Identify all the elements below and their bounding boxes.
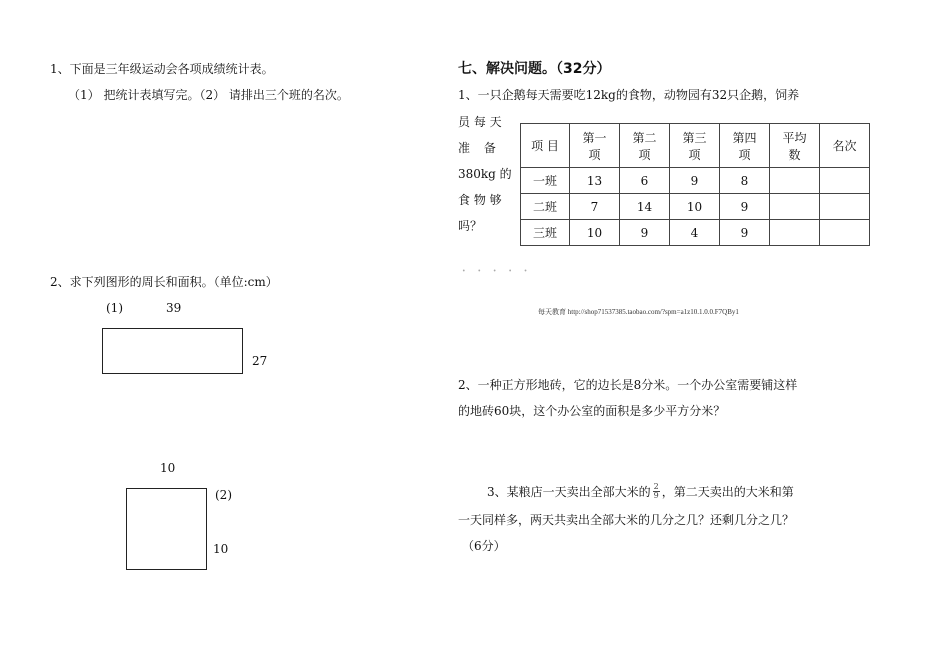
table-row (521, 220, 870, 246)
table-header-cell: 名次 (820, 124, 870, 168)
question-1-subparts: （1） 把统计表填写完。（2） 请排出三个班的名次。 (68, 88, 349, 102)
shape-1-label: (1) (106, 301, 123, 315)
table-cell: 13 (570, 168, 620, 194)
problem-1-line-1: 1、一只企鹅每天需要吃12kg的食物，动物园有32只企鹅，饲养 (458, 88, 800, 102)
table-cell: 9 (620, 220, 670, 246)
table-cell: 7 (570, 194, 620, 220)
shape-2-height: 10 (213, 542, 229, 556)
table-header-cell: 第四 项 (720, 124, 770, 168)
table-cell: 二班 (521, 194, 570, 220)
shape-2-label: (2) (215, 488, 232, 502)
table-cell: 6 (620, 168, 670, 194)
table-cell: 14 (620, 194, 670, 220)
problem-3-points: （6分） (462, 539, 506, 553)
table-cell: 9 (670, 168, 720, 194)
problem-3-line-1 (487, 483, 794, 500)
table-row (521, 194, 870, 220)
table-cell: 9 (720, 194, 770, 220)
problem-2-line-1: 2、一种正方形地砖，它的边长是8分米。一个办公室需要铺这样 (458, 378, 798, 392)
fraction-numerator: 2 (653, 482, 659, 491)
problem-3-text: ，第二天卖出的大米和第 (661, 485, 794, 499)
table-cell (770, 168, 820, 194)
table-cell (820, 168, 870, 194)
table-cell: 9 (720, 220, 770, 246)
problem-1-wrap-line: 准 备 (458, 141, 496, 155)
watermark-url: 每天教育 http://shop71537385.taobao.com/?spm=a1z10.1.0.0.F7QBy1 (538, 308, 739, 316)
section-title: 七、解决问题。（32分） (458, 61, 611, 77)
shape-1-height: 27 (252, 354, 268, 368)
table-header-cell: 平均 数 (770, 124, 820, 168)
table-cell (820, 220, 870, 246)
problem-3-line-2: 一天同样多，两天共卖出全部大米的几分之几？还剩几分之几？ (458, 513, 795, 527)
table-header-cell: 第一 项 (570, 124, 620, 168)
table-cell (770, 220, 820, 246)
table-header-cell: 第三 项 (670, 124, 720, 168)
problem-2-line-2: 的地砖60块，这个办公室的面积是多少平方分米？ (458, 404, 726, 418)
table-header-cell: 项 目 (521, 124, 570, 168)
decorative-dots: • • • • • (462, 268, 533, 275)
table-cell (770, 194, 820, 220)
question-1-title: 1、下面是三年级运动会各项成绩统计表。 (50, 62, 274, 76)
table-header-row (521, 124, 870, 168)
square-shape (126, 488, 207, 570)
fraction-denominator: 9 (653, 491, 659, 500)
shape-1-width: 39 (166, 301, 182, 315)
fraction (653, 483, 660, 500)
problem-1-wrap-line: 吗？ (458, 219, 483, 233)
table-cell: 10 (570, 220, 620, 246)
table-cell: 8 (720, 168, 770, 194)
table-cell: 三班 (521, 220, 570, 246)
table-cell (820, 194, 870, 220)
rectangle-shape (102, 328, 243, 374)
table-row (521, 168, 870, 194)
score-table (520, 123, 870, 246)
shape-2-width: 10 (160, 461, 176, 475)
table-cell: 一班 (521, 168, 570, 194)
problem-1-wrap-line: 员 每 天 (458, 115, 502, 129)
table-header-cell: 第二 项 (620, 124, 670, 168)
table-cell: 4 (670, 220, 720, 246)
problem-1-wrap-line: 食 物 够 (458, 193, 502, 207)
problem-3-text: 3、某粮店一天卖出全部大米的 (487, 485, 651, 499)
problem-1-wrap-line: 380kg 的 (458, 167, 512, 181)
table-cell: 10 (670, 194, 720, 220)
question-2-title: 2、求下列图形的周长和面积。（单位:cm） (50, 275, 278, 289)
